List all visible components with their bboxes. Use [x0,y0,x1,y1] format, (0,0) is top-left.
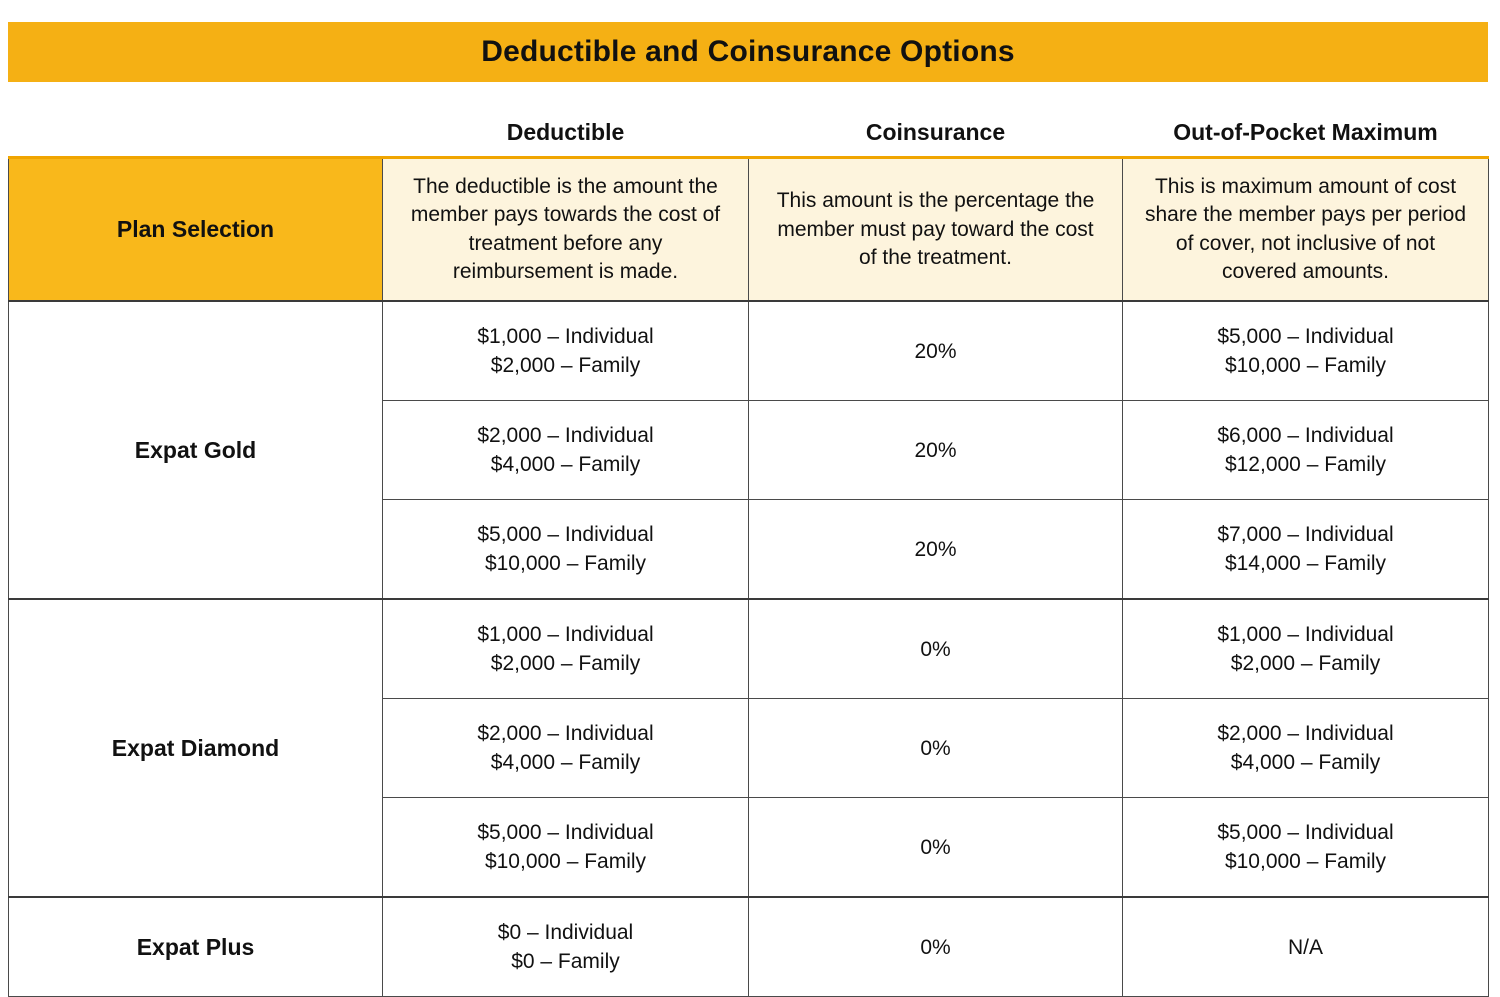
column-header-blank [9,108,383,158]
deductible-coinsurance-table [8,108,1489,997]
oop-family: $4,000 – Family [1230,751,1381,775]
out-of-pocket-value [1123,699,1489,798]
table-row [9,897,1489,997]
table-row [9,599,1489,699]
table-column-header-row [9,108,1489,158]
column-header-deductible: Deductible [383,108,749,158]
coinsurance-value: 0% [749,897,1123,997]
deductible-value [383,699,749,798]
deductible-individual: $2,000 – Individual [477,721,654,745]
oop-individual: $6,000 – Individual [1217,423,1394,447]
deductible-family: $4,000 – Family [490,751,641,775]
table-description-row [9,158,1489,302]
plan-name-expat-plus: Expat Plus [9,897,383,997]
deductible-value [383,798,749,898]
coinsurance-value: 0% [749,798,1123,898]
out-of-pocket-value [1123,798,1489,898]
coinsurance-value: 20% [749,500,1123,600]
out-of-pocket-value [1123,500,1489,600]
deductible-individual: $5,000 – Individual [477,522,654,546]
oop-family: $12,000 – Family [1224,453,1387,477]
out-of-pocket-value [1123,599,1489,699]
deductible-family: $0 – Family [511,950,620,974]
oop-individual: $1,000 – Individual [1217,622,1394,646]
deductible-value [383,401,749,500]
deductible-family: $10,000 – Family [484,850,647,874]
deductible-family: $2,000 – Family [490,354,641,378]
deductible-family: $10,000 – Family [484,552,647,576]
deductible-individual: $2,000 – Individual [477,423,654,447]
page-title: Deductible and Coinsurance Options [481,35,1015,68]
out-of-pocket-description: This is maximum amount of cost share the member pays per period of cover, not inclusive of not covered amounts. [1123,158,1489,302]
coinsurance-value: 20% [749,401,1123,500]
coinsurance-value: 0% [749,599,1123,699]
out-of-pocket-value [1123,401,1489,500]
oop-family: $10,000 – Family [1224,850,1387,874]
deductible-family: $2,000 – Family [490,652,641,676]
oop-family: $14,000 – Family [1224,552,1387,576]
deductible-individual: $1,000 – Individual [477,324,654,348]
oop-family: $2,000 – Family [1230,652,1381,676]
deductible-family: $4,000 – Family [490,453,641,477]
deductible-description: The deductible is the amount the member pays towards the cost of treatment before any reimbursement is made. [383,158,749,302]
deductible-individual: $5,000 – Individual [477,820,654,844]
document-title-banner [8,22,1488,82]
oop-individual: $7,000 – Individual [1217,522,1394,546]
coinsurance-description: This amount is the percentage the member must pay toward the cost of the treatment. [749,158,1123,302]
plan-name-expat-gold: Expat Gold [9,301,383,599]
plan-name-expat-diamond: Expat Diamond [9,599,383,897]
oop-individual: $5,000 – Individual [1217,324,1394,348]
deductible-value [383,301,749,401]
coinsurance-value: 0% [749,699,1123,798]
column-header-out-of-pocket-maximum: Out-of-Pocket Maximum [1123,108,1489,158]
deductible-individual: $1,000 – Individual [477,622,654,646]
deductible-individual: $0 – Individual [497,920,634,944]
out-of-pocket-value [1123,301,1489,401]
out-of-pocket-value: N/A [1123,897,1489,997]
deductible-value [383,500,749,600]
oop-individual: $5,000 – Individual [1217,820,1394,844]
plan-selection-header: Plan Selection [9,158,383,302]
deductible-value [383,599,749,699]
deductible-value [383,897,749,997]
column-header-coinsurance: Coinsurance [749,108,1123,158]
table-row [9,301,1489,401]
oop-family: $10,000 – Family [1224,354,1387,378]
oop-individual: $2,000 – Individual [1217,721,1394,745]
coinsurance-value: 20% [749,301,1123,401]
